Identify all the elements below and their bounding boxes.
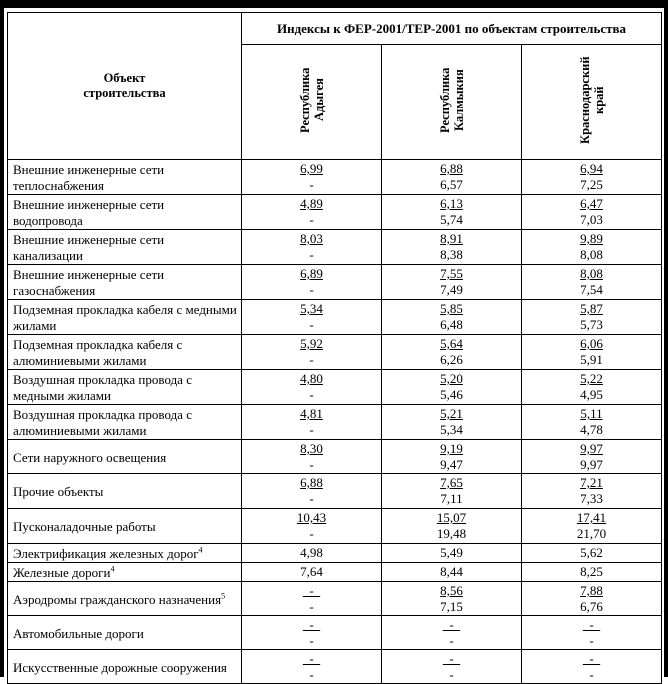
object-name-cell — [8, 405, 242, 440]
fer-index-value: 4,80 — [300, 371, 323, 386]
ter-index-value: - — [589, 633, 594, 648]
object-name-cell — [8, 544, 242, 563]
index-value-cell — [382, 300, 522, 335]
ter-index-value: - — [309, 317, 314, 332]
object-name: Воздушная прокладка провода с алюминиевыми жилами — [13, 407, 192, 438]
index-value-cell — [242, 509, 382, 544]
table-row — [8, 300, 662, 335]
ter-index-value: - — [309, 491, 314, 506]
index-value: 4,98 — [300, 545, 323, 560]
fer-index-value: 7,21 — [580, 475, 603, 490]
index-value-cell — [382, 230, 522, 265]
fer-index-value: 4,89 — [300, 196, 323, 211]
fer-index-value: 8,56 — [440, 583, 463, 598]
index-value-cell — [382, 474, 522, 509]
fer-index-value: 7,88 — [580, 583, 603, 598]
index-value-cell — [242, 230, 382, 265]
ter-index-value: - — [309, 599, 314, 614]
index-value-cell — [522, 544, 662, 563]
index-value-cell — [382, 405, 522, 440]
table-row — [8, 195, 662, 230]
index-value-cell — [242, 582, 382, 616]
index-value: 8,44 — [440, 564, 463, 579]
table-row — [8, 265, 662, 300]
object-name-cell — [8, 160, 242, 195]
fer-index-value: - — [442, 651, 461, 666]
index-value: 8,25 — [580, 564, 603, 579]
top-border-bar — [0, 0, 668, 8]
fer-index-value: 5,34 — [300, 301, 323, 316]
table-row — [8, 440, 662, 474]
index-value-cell — [522, 335, 662, 370]
index-table — [7, 12, 662, 684]
index-value-cell — [242, 265, 382, 300]
table-row — [8, 405, 662, 440]
fer-index-value: 5,11 — [580, 406, 603, 421]
index-value-cell — [382, 265, 522, 300]
ter-index-value: - — [309, 526, 314, 541]
object-name-cell — [8, 195, 242, 230]
index-value-cell — [382, 160, 522, 195]
index-value: 5,49 — [440, 545, 463, 560]
fer-index-value: 15,07 — [436, 510, 467, 525]
fer-index-value: 5,85 — [440, 301, 463, 316]
index-value-cell — [522, 300, 662, 335]
object-name: Пусконаладочные работы — [13, 519, 156, 534]
ter-index-value: 7,15 — [440, 599, 463, 614]
fer-index-value: 5,64 — [440, 336, 463, 351]
object-name-cell — [8, 230, 242, 265]
ter-index-value: 5,73 — [580, 317, 603, 332]
region-header-adygea: Республика Адыгея — [242, 45, 382, 160]
object-name: Сети наружного освещения — [13, 449, 167, 465]
right-border-bar — [664, 8, 668, 677]
ter-index-value: 8,38 — [440, 247, 463, 262]
fer-index-value: 8,30 — [300, 441, 323, 456]
object-name-cell — [8, 509, 242, 544]
ter-index-value: 9,97 — [580, 457, 603, 472]
object-name-cell — [8, 440, 242, 474]
index-value-cell — [242, 650, 382, 684]
fer-index-value: - — [302, 651, 321, 666]
index-value-cell — [522, 440, 662, 474]
footnote-marker: 4 — [198, 545, 203, 555]
index-value-cell — [382, 509, 522, 544]
ter-index-value: 7,25 — [580, 177, 603, 192]
index-value-cell — [242, 563, 382, 582]
index-value-cell — [242, 300, 382, 335]
object-name: Подземная прокладка кабеля с алюминиевыми жилами — [13, 337, 183, 368]
fer-index-value: 17,41 — [576, 510, 607, 525]
ter-index-value: 7,33 — [580, 491, 603, 506]
object-name: Электрификация железных дорог — [13, 546, 199, 561]
object-name: Внешние инженерные сети водопровода — [13, 197, 165, 228]
ter-index-value: - — [309, 422, 314, 437]
fer-index-value: 8,08 — [580, 266, 603, 281]
object-name: Железные дороги — [13, 565, 111, 580]
index-value-cell — [522, 582, 662, 616]
ter-index-value: 5,91 — [580, 352, 603, 367]
fer-index-value: 5,20 — [440, 371, 463, 386]
region-header-krasnodar: Краснодарский край — [522, 45, 662, 160]
object-name: Автомобильные дороги — [13, 625, 144, 641]
index-value-cell — [522, 563, 662, 582]
ter-index-value: 6,26 — [440, 352, 463, 367]
index-value-cell — [242, 370, 382, 405]
index-value: 5,62 — [580, 545, 603, 560]
ter-index-value: - — [589, 667, 594, 682]
fer-index-value: 10,43 — [296, 510, 327, 525]
index-value-cell — [522, 160, 662, 195]
ter-index-value: 6,76 — [580, 599, 603, 614]
ter-index-value: 5,74 — [440, 212, 463, 227]
fer-index-value: 6,47 — [580, 196, 603, 211]
object-name-cell — [8, 335, 242, 370]
table-row — [8, 544, 662, 563]
index-value-cell — [522, 650, 662, 684]
index-value-cell — [522, 195, 662, 230]
fer-index-value: 6,88 — [440, 161, 463, 176]
fer-index-value: 6,89 — [300, 266, 323, 281]
ter-index-value: 7,54 — [580, 282, 603, 297]
fer-index-value: 5,87 — [580, 301, 603, 316]
index-value-cell — [382, 195, 522, 230]
ter-index-value: 9,47 — [440, 457, 463, 472]
ter-index-value: - — [309, 457, 314, 472]
left-border-bar — [0, 8, 4, 677]
ter-index-value: - — [309, 212, 314, 227]
fer-index-value: 5,21 — [440, 406, 463, 421]
table-row — [8, 160, 662, 195]
index-value-cell — [242, 405, 382, 440]
ter-index-value: 6,48 — [440, 317, 463, 332]
ter-index-value: 7,49 — [440, 282, 463, 297]
index-value-cell — [522, 265, 662, 300]
index-value-cell — [522, 509, 662, 544]
fer-index-value: 5,92 — [300, 336, 323, 351]
fer-index-value: - — [302, 617, 321, 632]
ter-index-value: 4,78 — [580, 422, 603, 437]
footnote-marker: 4 — [110, 564, 115, 574]
fer-index-value: - — [302, 583, 321, 598]
fer-index-value: - — [442, 617, 461, 632]
index-value-cell — [242, 616, 382, 650]
ter-index-value: 8,08 — [580, 247, 603, 262]
fer-index-value: - — [582, 617, 601, 632]
fer-index-value: 8,91 — [440, 231, 463, 246]
ter-index-value: 5,46 — [440, 387, 463, 402]
index-value-cell — [522, 474, 662, 509]
table-row — [8, 474, 662, 509]
ter-index-value: - — [309, 633, 314, 648]
index-value-cell — [242, 335, 382, 370]
ter-index-value: 5,34 — [440, 422, 463, 437]
index-value-cell — [522, 616, 662, 650]
ter-index-value: 4,95 — [580, 387, 603, 402]
object-name: Внешние инженерные сети канализации — [13, 232, 165, 263]
index-group-header: Индексы к ФЕР-2001/ТЕР-2001 по объектам строительства — [242, 13, 662, 45]
fer-index-value: 6,06 — [580, 336, 603, 351]
ter-index-value: - — [449, 667, 454, 682]
index-value-cell — [522, 370, 662, 405]
table-row — [8, 335, 662, 370]
ter-index-value: - — [449, 633, 454, 648]
table-row — [8, 370, 662, 405]
index-value-cell — [382, 563, 522, 582]
object-name-cell — [8, 474, 242, 509]
object-name: Подземная прокладка кабеля с медными жилами — [13, 302, 237, 333]
table-row — [8, 616, 662, 650]
index-value-cell — [242, 195, 382, 230]
ter-index-value: - — [309, 282, 314, 297]
fer-index-value: 8,03 — [300, 231, 323, 246]
fer-index-value: 7,65 — [440, 475, 463, 490]
object-name-cell — [8, 370, 242, 405]
object-name: Внешние инженерные сети газоснабжения — [13, 267, 165, 298]
table-body — [8, 160, 662, 684]
object-name-cell — [8, 650, 242, 684]
fer-index-value: 6,99 — [300, 161, 323, 176]
table-row — [8, 582, 662, 616]
object-name-cell — [8, 582, 242, 616]
ter-index-value: - — [309, 667, 314, 682]
index-value-cell — [522, 230, 662, 265]
object-name: Аэродромы гражданского назначения — [13, 591, 222, 607]
ter-index-value: 19,48 — [436, 526, 467, 541]
index-value-cell — [382, 650, 522, 684]
fer-index-value: - — [582, 651, 601, 666]
index-value-cell — [242, 544, 382, 563]
index-value: 7,64 — [300, 564, 323, 579]
ter-index-value: - — [309, 352, 314, 367]
ter-index-value: - — [309, 247, 314, 262]
ter-index-value: 6,57 — [440, 177, 463, 192]
object-name: Прочие объекты — [13, 484, 104, 499]
fer-index-value: 7,55 — [440, 266, 463, 281]
ter-index-value: 7,03 — [580, 212, 603, 227]
table-row — [8, 563, 662, 582]
object-name-cell — [8, 616, 242, 650]
index-value-cell — [382, 544, 522, 563]
object-name: Внешние инженерные сети теплоснабжения — [13, 162, 165, 193]
index-value-cell — [242, 474, 382, 509]
fer-index-value: 5,22 — [580, 371, 603, 386]
footnote-marker: 5 — [221, 591, 226, 601]
object-name-cell — [8, 563, 242, 582]
ter-index-value: - — [309, 177, 314, 192]
ter-index-value: 7,11 — [440, 491, 463, 506]
fer-index-value: 9,89 — [580, 231, 603, 246]
fer-index-value: 6,13 — [440, 196, 463, 211]
object-name-cell — [8, 265, 242, 300]
index-value-cell — [382, 616, 522, 650]
object-name: Искусственные дорожные сооружения — [13, 659, 227, 675]
index-value-cell — [382, 370, 522, 405]
fer-index-value: 6,88 — [300, 475, 323, 490]
index-value-cell — [382, 335, 522, 370]
fer-index-value: 4,81 — [300, 406, 323, 421]
object-column-header: Объект строительства — [8, 13, 242, 160]
region-header-kalmykia: Республика Калмыкия — [382, 45, 522, 160]
index-value-cell — [382, 440, 522, 474]
index-value-cell — [382, 582, 522, 616]
fer-index-value: 6,94 — [580, 161, 603, 176]
object-name: Воздушная прокладка провода с медными жилами — [13, 372, 192, 403]
index-value-cell — [242, 160, 382, 195]
table-row — [8, 509, 662, 544]
index-value-cell — [242, 440, 382, 474]
ter-index-value: 21,70 — [576, 526, 607, 541]
fer-index-value: 9,19 — [440, 441, 463, 456]
ter-index-value: - — [309, 387, 314, 402]
fer-index-value: 9,97 — [580, 441, 603, 456]
table-row — [8, 230, 662, 265]
object-name-cell — [8, 300, 242, 335]
table-row — [8, 650, 662, 684]
index-value-cell — [522, 405, 662, 440]
